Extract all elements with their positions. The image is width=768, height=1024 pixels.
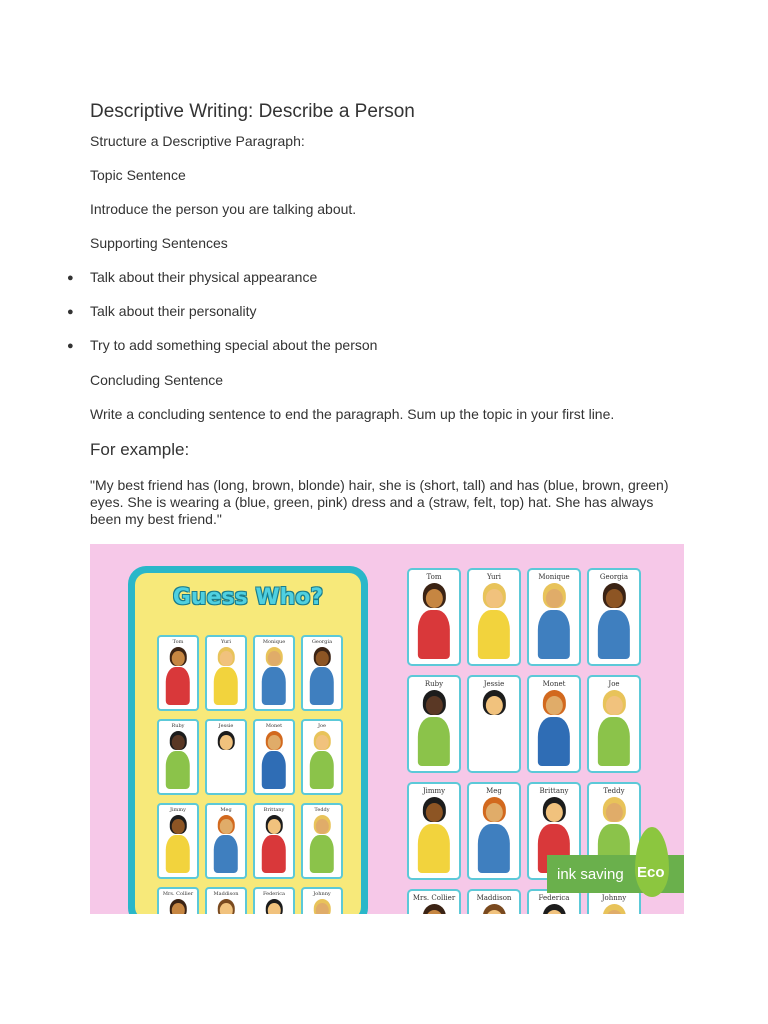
guess-who-illustration	[90, 544, 684, 914]
leaf-icon	[635, 827, 669, 897]
character-figure	[262, 731, 286, 789]
bullet-item: Talk about their personality	[90, 303, 257, 319]
character-figure	[166, 899, 190, 914]
character-card	[301, 887, 343, 914]
character-card	[301, 803, 343, 879]
character-figure	[214, 647, 238, 705]
character-name: Meg	[486, 787, 502, 795]
character-card	[205, 803, 247, 879]
character-name: Georgia	[311, 639, 333, 645]
character-name: Maddison	[213, 891, 239, 897]
character-card	[253, 635, 295, 711]
concluding-text: Write a concluding sentence to end the paragraph. Sum up the topic in your first line.	[90, 406, 615, 422]
character-name: Teddy	[314, 807, 330, 813]
character-figure	[310, 899, 334, 914]
character-name: Yuri	[486, 573, 502, 581]
character-card	[527, 568, 581, 666]
character-card	[157, 635, 199, 711]
character-figure	[214, 815, 238, 873]
character-figure	[598, 583, 630, 659]
eco-badge-text: ink saving	[557, 865, 624, 883]
character-name: Monet	[542, 680, 566, 688]
character-figure	[418, 583, 450, 659]
character-name: Tom	[172, 639, 184, 645]
character-name: Monique	[538, 573, 570, 581]
character-name: Brittany	[263, 807, 285, 813]
character-figure	[418, 797, 450, 873]
character-name: Monique	[262, 639, 286, 645]
character-card	[527, 675, 581, 773]
character-name: Mrs. Collier	[162, 891, 194, 897]
character-figure	[538, 583, 570, 659]
character-card	[157, 887, 199, 914]
character-figure	[538, 690, 570, 766]
character-figure	[310, 815, 334, 873]
character-card	[301, 635, 343, 711]
character-card	[467, 568, 521, 666]
character-figure	[478, 797, 510, 873]
character-card	[253, 803, 295, 879]
character-name: Ruby	[171, 723, 185, 729]
character-figure	[478, 690, 510, 766]
character-card	[253, 719, 295, 795]
character-figure	[538, 904, 570, 914]
character-figure	[262, 815, 286, 873]
poster-title: Guess Who?	[172, 585, 324, 610]
eco-badge-label: Eco	[637, 864, 665, 881]
structure-line: Structure a Descriptive Paragraph:	[90, 133, 305, 149]
bullet-marker: ●	[67, 272, 74, 284]
character-figure	[418, 904, 450, 914]
character-name: Monet	[265, 723, 283, 729]
character-figure	[166, 731, 190, 789]
character-name: Joe	[608, 680, 620, 688]
character-card	[587, 675, 641, 773]
character-card	[467, 889, 521, 914]
character-card	[253, 887, 295, 914]
character-name: Jessie	[218, 723, 234, 729]
character-card	[587, 568, 641, 666]
character-figure	[310, 731, 334, 789]
character-name: Brittany	[539, 787, 569, 795]
character-name: Ruby	[424, 680, 444, 688]
character-name: Jimmy	[170, 807, 186, 813]
character-card	[407, 568, 461, 666]
character-card	[407, 889, 461, 914]
guess-who-poster	[128, 566, 368, 914]
character-name: Teddy	[603, 787, 625, 795]
topic-sentence-heading: Topic Sentence	[90, 167, 186, 183]
character-card	[467, 782, 521, 880]
character-card	[205, 635, 247, 711]
character-figure	[478, 583, 510, 659]
character-name: Joe	[318, 723, 326, 729]
character-figure	[478, 904, 510, 914]
character-name: Tom	[426, 573, 442, 581]
character-card	[467, 675, 521, 773]
bullet-item: Talk about their physical appearance	[90, 269, 318, 285]
character-card	[205, 719, 247, 795]
supporting-sentences-heading: Supporting Sentences	[90, 235, 228, 251]
example-heading: For example:	[90, 440, 190, 459]
character-figure	[214, 731, 238, 789]
bullet-marker: ●	[67, 306, 74, 318]
document-title: Descriptive Writing: Describe a Person	[90, 101, 415, 122]
character-figure	[310, 647, 334, 705]
character-card	[407, 782, 461, 880]
character-name: Johnny	[601, 894, 627, 902]
character-figure	[214, 899, 238, 914]
character-name: Meg	[220, 807, 232, 813]
character-card	[301, 719, 343, 795]
character-card	[407, 675, 461, 773]
example-text: "My best friend has (long, brown, blonde) hair, she is (short, tall) and has (blue, brown, green) eyes. She is wearing a (blue, green, pink) dress and a (straw, felt, top) hat. She has always been my best friend."	[90, 477, 669, 527]
bullet-item: Try to add something special about the person	[90, 337, 378, 353]
character-figure	[598, 690, 630, 766]
character-figure	[166, 647, 190, 705]
character-name: Federica	[538, 894, 570, 902]
bullet-marker: ●	[67, 340, 74, 352]
character-card	[205, 887, 247, 914]
poster-card-grid	[157, 635, 343, 914]
character-name: Mrs. Collier	[412, 894, 456, 902]
character-name: Johnny	[313, 891, 331, 897]
character-name: Maddison	[476, 894, 512, 902]
character-figure	[166, 815, 190, 873]
character-name: Jessie	[483, 680, 505, 688]
concluding-heading: Concluding Sentence	[90, 372, 224, 388]
character-figure	[418, 690, 450, 766]
character-figure	[598, 904, 630, 914]
character-name: Yuri	[220, 639, 232, 645]
character-figure	[262, 899, 286, 914]
character-card	[157, 719, 199, 795]
character-name: Jimmy	[422, 787, 446, 795]
character-name: Georgia	[599, 573, 629, 581]
eco-badge	[547, 855, 684, 893]
poster-board	[135, 573, 361, 914]
character-card	[157, 803, 199, 879]
topic-sentence-text: Introduce the person you are talking about.	[90, 201, 357, 217]
character-name: Federica	[262, 891, 286, 897]
character-figure	[262, 647, 286, 705]
